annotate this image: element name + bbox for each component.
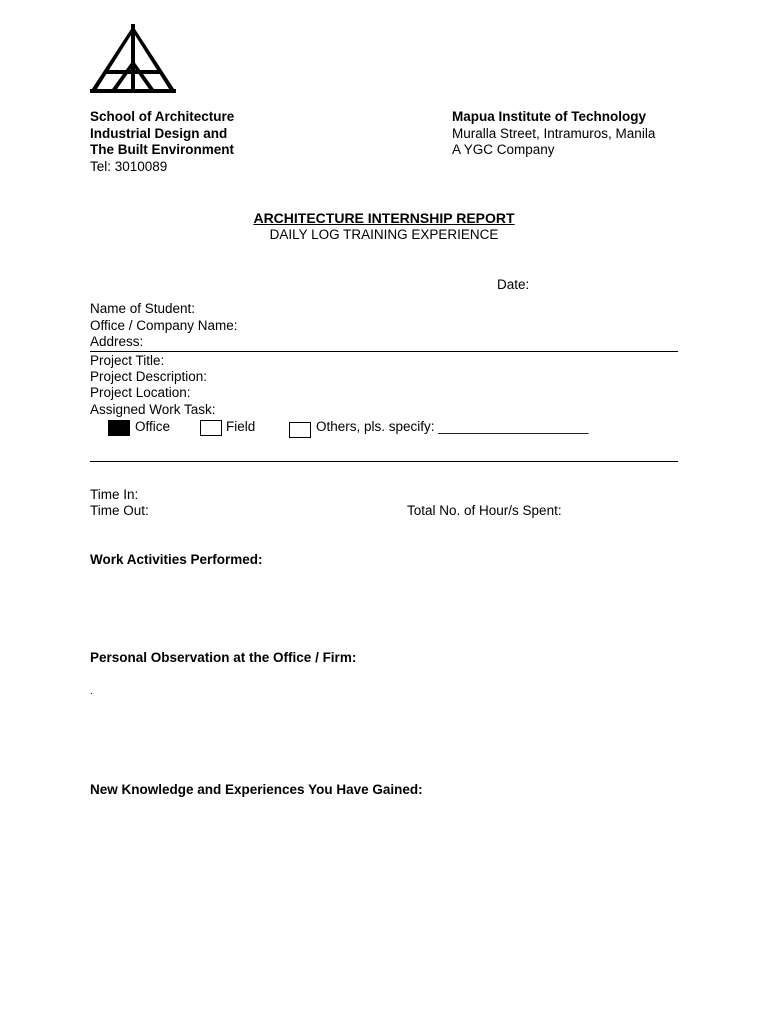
institute-company: A YGC Company: [452, 142, 555, 157]
others-option-label: Others, pls. specify: ____________________: [316, 419, 589, 434]
school-name-line-1: School of Architecture: [90, 109, 235, 124]
time-out-label: Time Out:: [90, 503, 149, 518]
office-option-label: Office: [135, 419, 171, 434]
company-name-label: Office / Company Name:: [90, 318, 238, 333]
project-description-label: Project Description:: [90, 369, 208, 384]
school-name-line-2: Industrial Design and: [90, 126, 228, 141]
office-checkbox[interactable]: [108, 420, 130, 436]
architecture-a-logo-icon: [90, 24, 176, 94]
total-hours-label: Total No. of Hour/s Spent:: [407, 503, 562, 518]
field-option-label: Field: [226, 419, 256, 434]
project-location-label: Project Location:: [90, 385, 191, 400]
school-tel: Tel: 3010089: [90, 159, 168, 174]
field-checkbox[interactable]: [200, 420, 222, 436]
student-name-label: Name of Student:: [90, 301, 196, 316]
work-task-label: Assigned Work Task:: [90, 402, 216, 417]
school-name-line-3: The Built Environment: [90, 142, 235, 157]
time-in-label: Time In:: [90, 487, 139, 502]
observation-content: .: [90, 686, 93, 697]
project-title-label: Project Title:: [90, 353, 165, 368]
institute-address: Muralla Street, Intramuros, Manila: [452, 126, 656, 141]
personal-observation-heading: Personal Observation at the Office / Firm:: [90, 650, 357, 665]
others-checkbox[interactable]: [289, 422, 311, 438]
report-title: ARCHITECTURE INTERNSHIP REPORT: [253, 210, 515, 226]
date-label: Date:: [497, 277, 530, 292]
new-knowledge-heading: New Knowledge and Experiences You Have Gained:: [90, 782, 423, 797]
address-label: Address:: [90, 334, 144, 349]
divider-rule-1: [90, 351, 678, 352]
divider-rule-2: [90, 461, 678, 462]
institute-name: Mapua Institute of Technology: [452, 109, 646, 124]
work-activities-heading: Work Activities Performed:: [90, 552, 263, 567]
report-subtitle: DAILY LOG TRAINING EXPERIENCE: [269, 227, 499, 242]
